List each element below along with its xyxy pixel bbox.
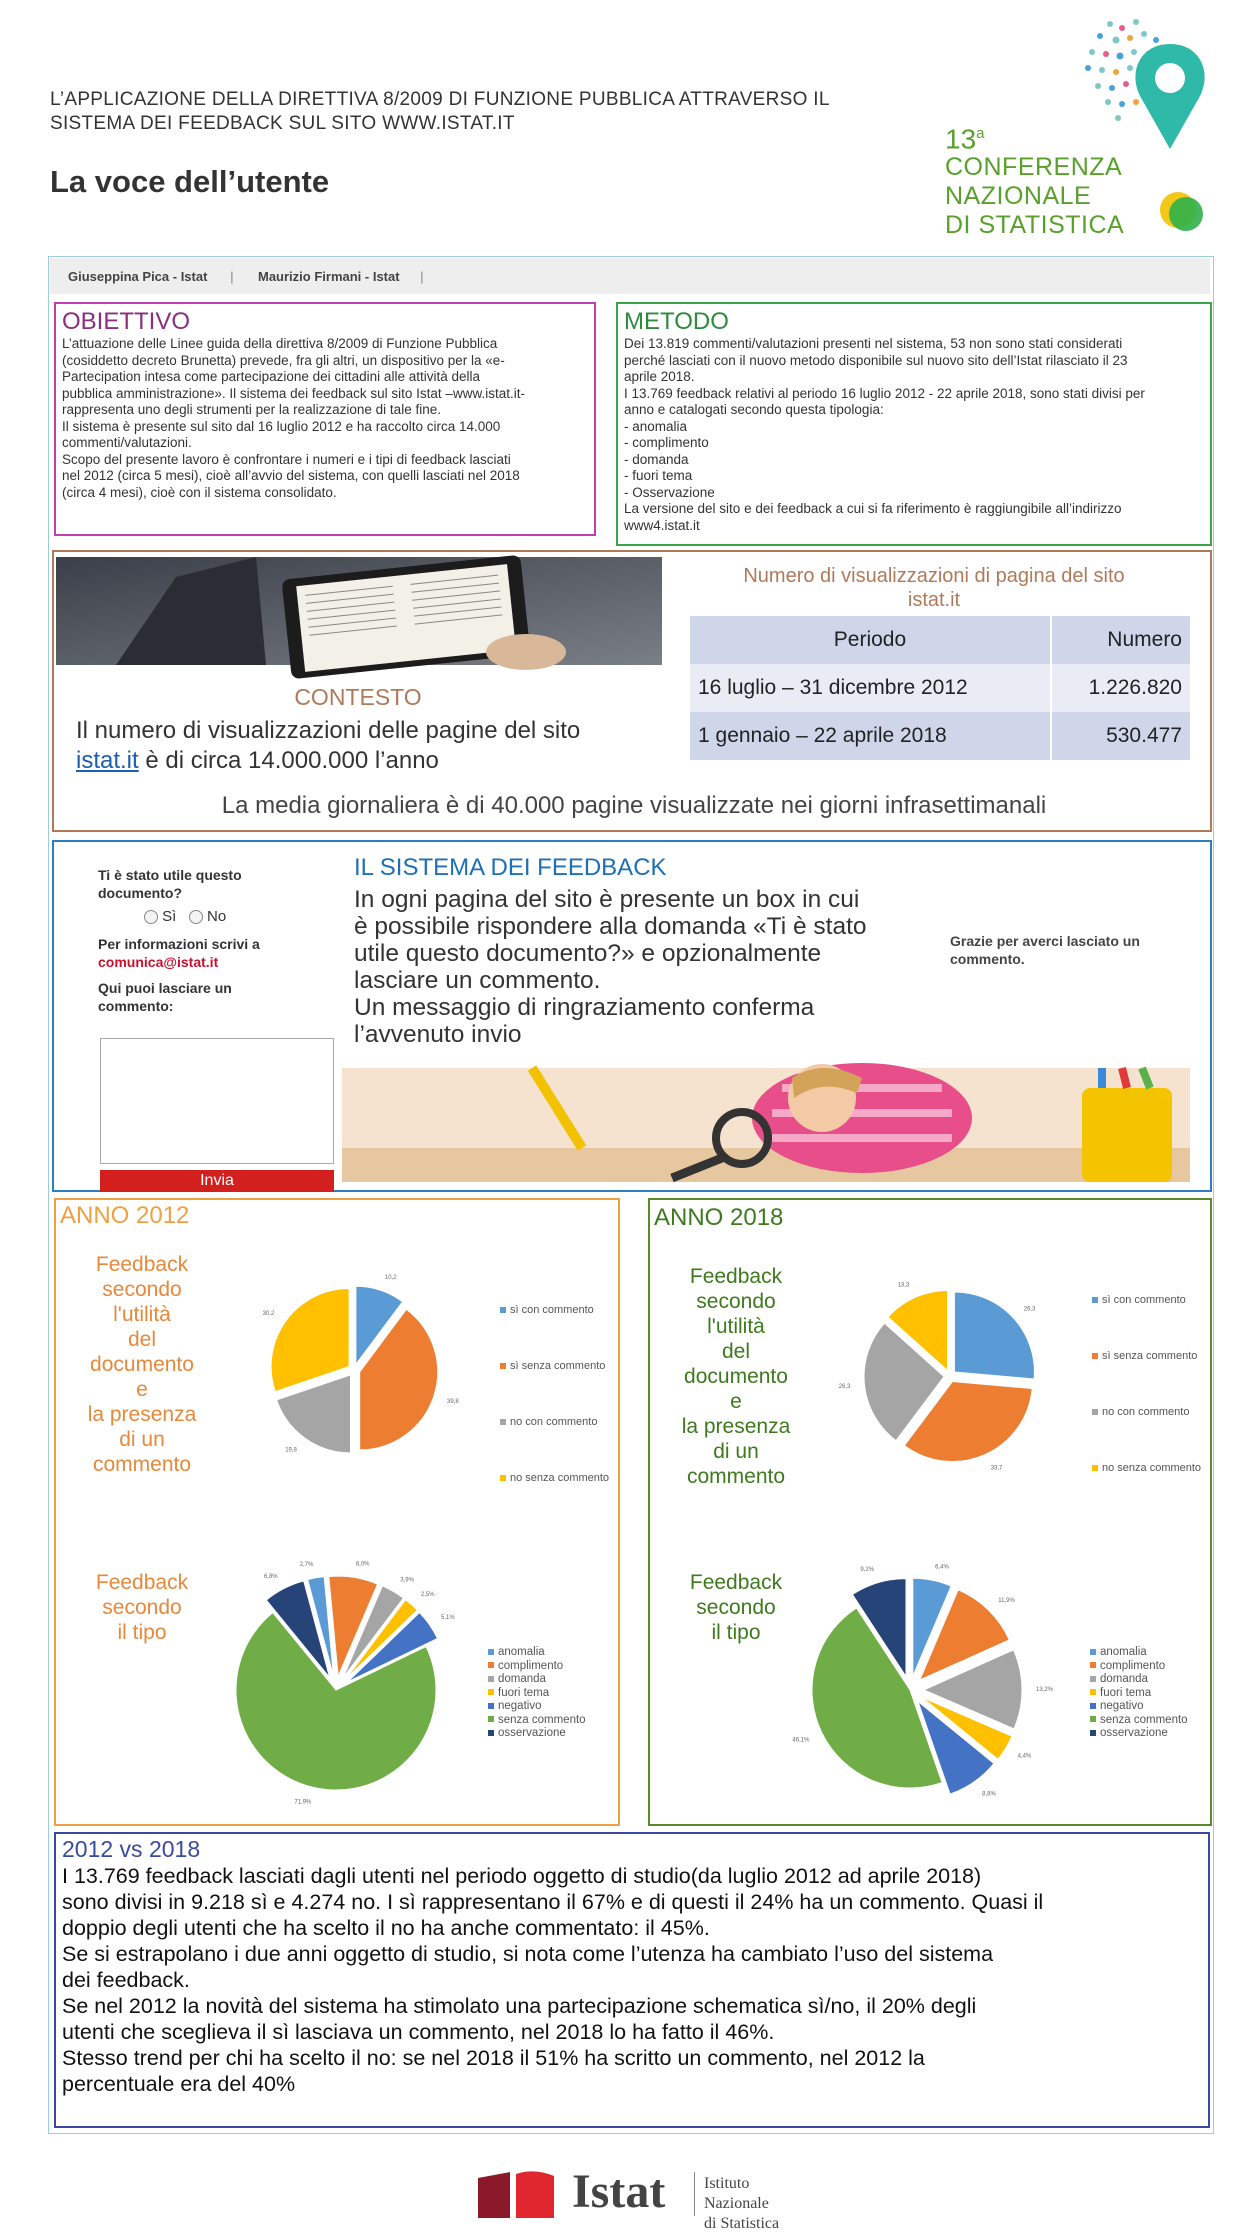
legend-swatch (1092, 1409, 1098, 1415)
obiettivo-line: rappresenta uno degli strumenti per la realizzazione di tale fine. (62, 402, 441, 417)
util-label-line: documento (90, 1353, 194, 1376)
legend-label: sì con commento (1102, 1294, 1186, 1306)
legend-item (500, 1338, 609, 1394)
metodo-line: - complimento (624, 435, 709, 450)
metodo-line: La versione del sito e dei feedback a cui si fa riferimento è raggiungibile all’indirizzo (624, 501, 1122, 516)
util-label-line: del (721, 1340, 751, 1363)
util-label-line: secondo (696, 1290, 776, 1313)
pie-data-label: 6,8% (263, 1574, 278, 1581)
sistema-line: Un messaggio di ringraziamento conferma (354, 994, 815, 1021)
poster-subtitle (50, 88, 870, 136)
subtitle-line-1: L’APPLICAZIONE DELLA DIRETTIVA 8/2009 DI FUNZIONE PUBBLICA ATTRAVERSO IL (50, 89, 830, 110)
comparison-box (54, 1832, 1210, 2128)
legend-label: osservazione (1100, 1727, 1168, 1739)
pie-2018-tipo (792, 1564, 1090, 1820)
obiettivo-line: pubblica amministrazione». Il sistema dei feedback sul sito Istat –www.istat.it- (62, 385, 525, 401)
sistema-line: In ogni pagina del sito è presente un box in cui (354, 886, 860, 913)
th-periodo: Periodo (690, 616, 1051, 664)
tablet-reading-image (56, 557, 662, 665)
legend-item (500, 1450, 609, 1506)
legend-swatch (488, 1730, 494, 1736)
obiettivo-title: OBIETTIVO (62, 308, 191, 335)
legend-label: complimento (498, 1659, 564, 1672)
sistema-line: l’avvenuto invio (354, 1021, 522, 1048)
util-label-line: l'utilità (707, 1315, 765, 1338)
conference-logo-text (945, 120, 1145, 240)
anno2018-box (648, 1198, 1212, 1826)
legend-label: fuori tema (1100, 1686, 1152, 1699)
istat-institute-line-2: di Statistica (704, 2215, 780, 2232)
obiettivo-line: Scopo del presente lavoro è confrontare i numeri e i tipi di feedback lasciati (62, 451, 511, 467)
conference-line-2: NAZIONALE (945, 182, 1092, 211)
legend-2012-utilita (500, 1282, 609, 1506)
legend-swatch (500, 1363, 506, 1369)
comparison-line: percentuale era del 40% (62, 2072, 296, 2096)
util-label-line: la presenza (87, 1403, 197, 1426)
util-label-line: Feedback (95, 1253, 189, 1276)
istat-institute (704, 2174, 816, 2234)
istat-brand: Istat (572, 2165, 666, 2218)
legend-label: no con commento (1102, 1406, 1190, 1418)
pie-data-label: 10,2 (384, 1274, 397, 1281)
anno2018-tipo-label (656, 1570, 816, 1645)
pie-data-label: 6,4% (935, 1564, 949, 1571)
obiettivo-line: Il sistema è presente sul sito dal 16 luglio 2012 e ha raccolto circa 14.000 (62, 418, 501, 434)
pie-data-label: 26,3 (838, 1383, 851, 1390)
util-label-line: e (730, 1390, 742, 1413)
legend-item (1092, 1384, 1201, 1440)
istat-institute-line-1: Istituto Nazionale (704, 2175, 769, 2212)
pie-data-label: 13,3 (897, 1282, 910, 1289)
cell-numero: 1.226.820 (1088, 676, 1182, 699)
metodo-title: METODO (624, 308, 729, 335)
legend-item (1092, 1328, 1201, 1384)
metodo-line: anno e catalogati secondo questa tipologia: (624, 402, 884, 417)
obiettivo-line: Partecipation intesa come partecipazione dei cittadini alle attività della (62, 369, 480, 384)
legend-item (488, 1660, 586, 1674)
pie-data-label: 4,4% (1017, 1753, 1032, 1760)
obiettivo-text (62, 336, 588, 501)
legend-item (488, 1687, 586, 1701)
metodo-line: I 13.769 feedback relativi al periodo 16 luglio 2012 - 22 aprile 2018, sono stati divisi per (624, 385, 1145, 401)
legend-label: fuori tema (498, 1686, 550, 1699)
legend-item (500, 1394, 609, 1450)
comment-textarea[interactable] (100, 1038, 334, 1164)
util-label-line: la presenza (681, 1415, 791, 1438)
legend-swatch (1092, 1465, 1098, 1471)
anno2012-title: ANNO 2012 (60, 1202, 190, 1229)
legend-swatch (1090, 1716, 1096, 1722)
contesto-text-pre: Il numero di visualizzazioni delle pagine del sito (76, 717, 581, 744)
obiettivo-line: nel 2012 (circa 5 mesi), cioè all’avvio del sistema, con quelli lasciati nel 2018 (62, 468, 520, 483)
pie-data-label: 11,9% (998, 1598, 1015, 1605)
pie-data-label: 26,3 (1023, 1306, 1036, 1313)
comparison-line: sono divisi in 9.218 sì e 4.274 no. I sì rappresentano il 67% e di questi il 24% ha un commento. Quasi il (62, 1890, 1044, 1914)
legend-item (488, 1700, 586, 1714)
pie-data-label: 71,9% (294, 1799, 312, 1806)
pie-2012-tipo (216, 1550, 516, 1820)
legend-item (1092, 1440, 1201, 1496)
metodo-text (624, 336, 1204, 534)
sistema-line: lasciare un commento. (354, 967, 601, 994)
legend-label: osservazione (498, 1727, 566, 1739)
author-separator-1: | (230, 269, 234, 284)
media-giornaliera: La media giornaliera è di 40.000 pagine visualizzate nei giorni infrasettimanali (221, 792, 1047, 819)
form-question-line2: documento? (98, 885, 182, 901)
legend-item (500, 1282, 609, 1338)
radio-no[interactable] (189, 910, 203, 924)
feedback-form (98, 866, 358, 1015)
legend-item (488, 1727, 586, 1741)
legend-swatch (1090, 1689, 1096, 1695)
legend-2018-utilita (1092, 1272, 1201, 1496)
author-2: Maurizio Firmani - Istat (258, 269, 400, 284)
comparison-line: utenti che sceglieva il sì lasciava un commento, nel 2018 lo ha fatto il 46%. (62, 2020, 775, 2044)
legend-label: sì senza commento (1102, 1350, 1198, 1362)
metodo-line: www4.istat.it (624, 517, 700, 533)
pie-2012-utilita (206, 1250, 506, 1490)
legend-swatch (500, 1475, 506, 1481)
obiettivo-line: commenti/valutazioni. (62, 435, 192, 450)
legend-label: negativo (1100, 1700, 1144, 1712)
tipo-label-line: secondo (102, 1596, 182, 1619)
thanks-line-1: Grazie per averci lasciato un (950, 933, 1140, 949)
pie-data-label: 13,2% (1035, 1687, 1054, 1694)
visualizzazioni-table (690, 616, 1190, 760)
comment-label-1: Qui puoi lasciare un (98, 980, 232, 996)
conference-line-1: CONFERENZA (945, 153, 1123, 182)
obiettivo-line: (circa 4 mesi), cioè con il sistema consolidato. (62, 484, 337, 500)
cell-numero: 530.477 (1106, 724, 1182, 747)
pie-2018-utilita (800, 1254, 1100, 1494)
comparison-line: dei feedback. (62, 1968, 190, 1992)
visualizzazioni-table-title (694, 564, 1174, 612)
thanks-message (950, 932, 1140, 968)
metodo-line: - fuori tema (624, 468, 693, 483)
legend-item (1090, 1700, 1188, 1714)
pie-data-label: 30,2 (262, 1310, 275, 1317)
obiettivo-box (54, 302, 596, 536)
comparison-line: doppio degli utenti che ha scelto il no ha anche commentato: il 45%. (62, 1916, 710, 1940)
conference-number: 13 (945, 123, 977, 155)
comparison-line: Se si estrapolano i due anni oggetto di studio, si nota come l’utenza ha cambiato l’uso del sistema (62, 1942, 994, 1966)
obiettivo-line: (cosiddetto decreto Brunetta) prevede, fra gli altri, un dispositivo per la «e- (62, 352, 505, 368)
pie-data-label: 33,7 (990, 1465, 1003, 1472)
table-header-row (690, 616, 1190, 664)
legend-swatch (500, 1419, 506, 1425)
anno2012-tipo-label (62, 1570, 222, 1645)
pie-slice-no-senza-commento (271, 1289, 349, 1392)
obiettivo-line: L’attuazione delle Linee guida della direttiva 8/2009 di Funzione Pubblica (62, 336, 498, 351)
form-info: Per informazioni scrivi a (98, 936, 260, 952)
tipo-label-line: Feedback (95, 1571, 189, 1594)
istat-logo (476, 2164, 816, 2232)
legend-item (1090, 1714, 1188, 1728)
comparison-line: Stesso trend per chi ha scelto il no: se nel 2018 il 51% ha scritto un commento, nel 2012 la (62, 2046, 925, 2070)
legend-item (1090, 1687, 1188, 1701)
legend-2012-tipo (488, 1646, 586, 1741)
sistema-text (354, 886, 974, 1048)
legend-item (488, 1714, 586, 1728)
legend-label: anomalia (498, 1646, 545, 1658)
pie-data-label: 5,1% (440, 1614, 455, 1621)
table-row (690, 664, 1190, 712)
util-label-line: del (127, 1328, 157, 1351)
cell-periodo: 1 gennaio – 22 aprile 2018 (690, 712, 1051, 760)
tipo-label-line: secondo (696, 1596, 776, 1619)
pin-icon (1135, 44, 1204, 149)
sistema-line: utile questo documento?» e opzionalmente (354, 940, 822, 967)
pie-data-label: 19,8 (285, 1447, 297, 1454)
legend-label: senza commento (1100, 1713, 1188, 1726)
comparison-title: 2012 vs 2018 (62, 1836, 201, 1862)
metodo-line: - anomalia (624, 418, 688, 434)
thanks-line-2: commento. (950, 951, 1025, 967)
legend-swatch (488, 1703, 494, 1709)
legend-swatch (488, 1662, 494, 1668)
metodo-box (616, 302, 1212, 546)
legend-swatch (1090, 1662, 1096, 1668)
th-numero: Numero (1107, 628, 1182, 651)
comparison-line: Se nel 2012 la novità del sistema ha stimolato una partecipazione schematica sì/no, il 20% degli (62, 1994, 977, 2018)
pie-data-label: 2,5% (420, 1592, 435, 1599)
page-title: La voce dell’utente (50, 164, 330, 199)
sistema-title: IL SISTEMA DEI FEEDBACK (354, 854, 667, 881)
istat-link[interactable]: istat.it (76, 747, 139, 774)
metodo-line: - domanda (624, 451, 689, 467)
form-question-line1: Ti è stato utile questo (98, 867, 242, 883)
comment-label-2: commento: (98, 998, 174, 1014)
radio-si[interactable] (144, 910, 158, 924)
cell-periodo: 16 luglio – 31 dicembre 2012 (690, 664, 1051, 712)
legend-swatch (1090, 1649, 1096, 1655)
comparison-line: I 13.769 feedback lasciati dagli utenti nel periodo oggetto di studio(da luglio 2012 ad aprile 2018) (62, 1864, 982, 1888)
radio-si-label: Sì (162, 908, 177, 925)
legend-item (1090, 1727, 1188, 1741)
anno2012-util-label (62, 1252, 222, 1477)
contesto-title: CONTESTO (294, 684, 422, 710)
legend-label: sì con commento (510, 1304, 594, 1316)
authors-bar (50, 258, 1210, 294)
contesto-text-post: è di circa 14.000.000 l’anno (138, 747, 439, 774)
radio-no-label: No (207, 908, 227, 925)
legend-item (1090, 1660, 1188, 1674)
util-label-line: e (136, 1378, 148, 1401)
legend-label: senza commento (498, 1713, 586, 1726)
legend-swatch (488, 1676, 494, 1682)
legend-item (488, 1673, 586, 1687)
author-1: Giuseppina Pica - Istat (68, 269, 208, 284)
legend-label: anomalia (1100, 1646, 1147, 1658)
comparison-text (62, 1863, 1202, 2097)
metodo-line: aprile 2018. (624, 369, 695, 384)
pie-data-label: 8,0% (355, 1561, 370, 1568)
legend-2018-tipo (1090, 1646, 1188, 1741)
util-label-line: commento (92, 1453, 192, 1476)
util-label-line: secondo (102, 1278, 182, 1301)
metodo-line: Dei 13.819 commenti/valutazioni presenti nel sistema, 53 non sono stati considerati (624, 336, 1123, 351)
tipo-label-line: il tipo (711, 1621, 761, 1644)
util-label-line: di un (119, 1428, 165, 1451)
pie-slice-sì-con-commento (954, 1292, 1034, 1379)
child-magnifier-image (342, 1068, 1190, 1182)
anno2012-box (54, 1198, 620, 1826)
metodo-line: perché lasciati con il nuovo metodo disponibile sul nuovo sito dell’Istat rilasciato il 23 (624, 352, 1128, 368)
visualizzazioni-table-title-2: istat.it (907, 589, 961, 611)
legend-item (1092, 1272, 1201, 1328)
legend-swatch (1090, 1730, 1096, 1736)
email-link[interactable]: comunica@istat.it (98, 954, 219, 970)
legend-swatch (1092, 1353, 1098, 1359)
istat-logo-mark (476, 2168, 566, 2220)
pie-data-label: 8,8% (982, 1791, 996, 1798)
legend-swatch (500, 1307, 506, 1313)
legend-label: domanda (498, 1673, 546, 1685)
conference-line-3: DI STATISTICA (945, 211, 1125, 240)
pie-data-label: 46,1% (792, 1737, 810, 1744)
legend-swatch (1090, 1676, 1096, 1682)
legend-swatch (488, 1649, 494, 1655)
legend-item (1090, 1673, 1188, 1687)
table-row (690, 712, 1190, 760)
visualizzazioni-table-title-1: Numero di visualizzazioni di pagina del sito (743, 565, 1125, 587)
metodo-line: - Osservazione (624, 484, 715, 500)
contesto-text (76, 716, 676, 776)
legend-label: no senza commento (510, 1472, 610, 1484)
legend-item (1090, 1646, 1188, 1660)
tipo-label-line: il tipo (117, 1621, 167, 1644)
util-label-line: commento (686, 1465, 786, 1488)
util-label-line: Feedback (689, 1265, 783, 1288)
legend-swatch (1092, 1297, 1098, 1303)
legend-swatch (1090, 1703, 1096, 1709)
sistema-line: è possibile rispondere alla domanda «Ti è stato (354, 913, 867, 940)
util-label-line: documento (684, 1365, 788, 1388)
legend-item (488, 1646, 586, 1660)
util-label-line: di un (713, 1440, 759, 1463)
sistema-feedback-box (52, 840, 1212, 1192)
legend-swatch (488, 1689, 494, 1695)
conference-number-sup: a (976, 125, 985, 142)
pie-data-label: 39,8 (447, 1398, 459, 1405)
pie-data-label: 3,9% (400, 1577, 414, 1584)
anno2018-util-label (656, 1264, 816, 1489)
tipo-label-line: Feedback (689, 1571, 783, 1594)
legend-label: no con commento (510, 1416, 598, 1428)
contesto-box (52, 550, 1212, 832)
pie-data-label: 2,7% (299, 1562, 314, 1569)
pie-data-label: 9,2% (860, 1567, 875, 1574)
util-label-line: l'utilità (113, 1303, 171, 1326)
legend-label: sì senza commento (510, 1360, 606, 1372)
legend-label: no senza commento (1102, 1462, 1202, 1474)
radio-group (144, 908, 358, 925)
legend-swatch (488, 1716, 494, 1722)
legend-label: negativo (498, 1700, 542, 1712)
invia-button[interactable]: Invia (100, 1170, 334, 1192)
legend-label: domanda (1100, 1673, 1148, 1685)
subtitle-line-2: SISTEMA DEI FEEDBACK SUL SITO WWW.ISTAT.IT (50, 113, 515, 134)
anno2018-title: ANNO 2018 (654, 1204, 784, 1231)
author-separator-2: | (420, 269, 424, 284)
legend-label: complimento (1100, 1659, 1166, 1672)
logo-divider (694, 2172, 695, 2216)
